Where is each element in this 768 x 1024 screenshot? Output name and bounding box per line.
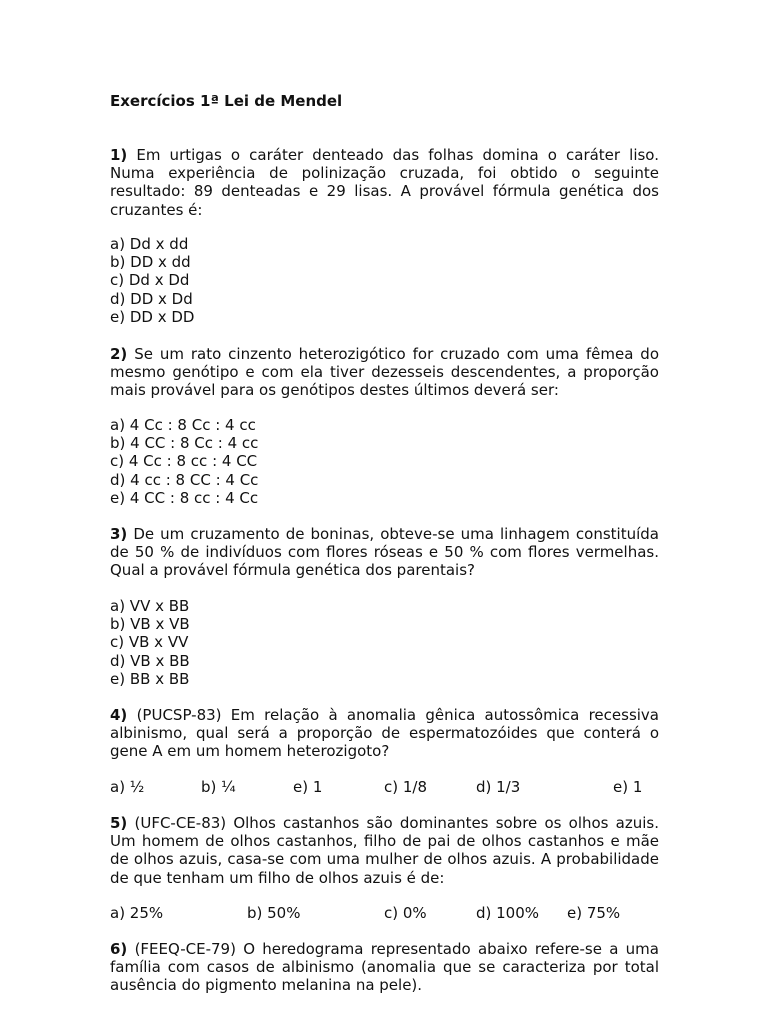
option-d: d) 4 cc : 8 CC : 4 Cc <box>110 470 259 489</box>
option-c: c) 0% <box>384 904 427 922</box>
option-d: d) 100% <box>476 904 540 922</box>
question-number: 1) <box>110 146 128 164</box>
question-number: 4) <box>110 706 128 724</box>
question-4-options <box>110 778 670 796</box>
option-b: b) 50% <box>247 904 301 922</box>
option-c: c) VB x VV <box>110 633 189 652</box>
option-a: a) ½ <box>110 778 145 796</box>
option-b: b) ¼ <box>201 778 236 796</box>
option-e: e) BB x BB <box>110 669 190 688</box>
option-e-second: e) 1 <box>613 778 643 796</box>
question-2-options <box>110 416 258 507</box>
option-e: e) 4 CC : 8 cc : 4 Cc <box>110 488 259 507</box>
question-3-options <box>110 597 190 688</box>
option-e: e) DD x DD <box>110 307 195 326</box>
question-text: (PUCSP-83) Em relação à anomalia gênica autossômica recessiva albinismo, qual será a proporção de espermatozóides que conterá o gene A em um homem heterozigoto? <box>110 706 659 761</box>
question-3 <box>110 525 659 580</box>
option-b: b) VB x VB <box>110 615 190 634</box>
question-number: 6) <box>110 940 128 958</box>
option-c: c) 4 Cc : 8 cc : 4 CC <box>110 452 258 471</box>
question-text: Se um rato cinzento heterozigótico for cruzado com uma fêmea do mesmo genótipo e com ela tiver dezesseis descendentes, a proporção mais provável para os genótipos destes últimos deverá ser: <box>110 345 659 400</box>
option-b: b) 4 CC : 8 Cc : 4 cc <box>110 434 259 453</box>
question-5-options <box>110 904 670 922</box>
option-c: c) Dd x Dd <box>110 271 190 290</box>
option-a: a) VV x BB <box>110 597 190 615</box>
question-text: (UFC-CE-83) Olhos castanhos são dominantes sobre os olhos azuis. Um homem de olhos castanhos, filho de pai de olhos castanhos e mãe de olhos azuis, casa-se com uma mulher de olhos azuis. A probabilidade de que tenham um filho de olhos azuis é de: <box>110 814 659 887</box>
question-number: 5) <box>110 814 128 832</box>
option-d: d) DD x Dd <box>110 289 193 308</box>
option-a: a) 4 Cc : 8 Cc : 4 cc <box>110 416 256 434</box>
question-1 <box>110 146 659 219</box>
question-number: 3) <box>110 525 128 543</box>
option-b: b) DD x dd <box>110 253 191 272</box>
option-a: a) Dd x dd <box>110 235 189 253</box>
question-4 <box>110 706 659 761</box>
option-d: d) VB x BB <box>110 651 190 670</box>
question-1-options <box>110 235 194 326</box>
option-c: c) 1/8 <box>384 778 428 796</box>
question-2 <box>110 345 659 400</box>
question-text: (FEEQ-CE-79) O heredograma representado abaixo refere-se a uma família com casos de albinismo (anomalia que se caracteriza por total ausência do pigmento melanina na pele). <box>110 940 659 995</box>
question-text: De um cruzamento de boninas, obteve-se uma linhagem constituída de 50 % de indivíduos com flores róseas e 50 % com flores vermelhas. Qual a provável fórmula genética dos parentais? <box>110 525 659 580</box>
option-d: d) 1/3 <box>476 778 521 796</box>
option-e: e) 1 <box>293 778 323 796</box>
option-a: a) 25% <box>110 904 164 922</box>
option-e: e) 75% <box>567 904 621 922</box>
document-title: Exercícios 1ª Lei de Mendel <box>110 92 343 110</box>
question-6 <box>110 940 659 995</box>
question-5 <box>110 814 659 887</box>
question-text: Em urtigas o caráter denteado das folhas domina o caráter liso. Numa experiência de polinização cruzada, foi obtido o seguinte resultado: 89 denteadas e 29 lisas. A provável fórmula genética dos cruzantes é: <box>110 146 659 219</box>
question-number: 2) <box>110 345 128 363</box>
